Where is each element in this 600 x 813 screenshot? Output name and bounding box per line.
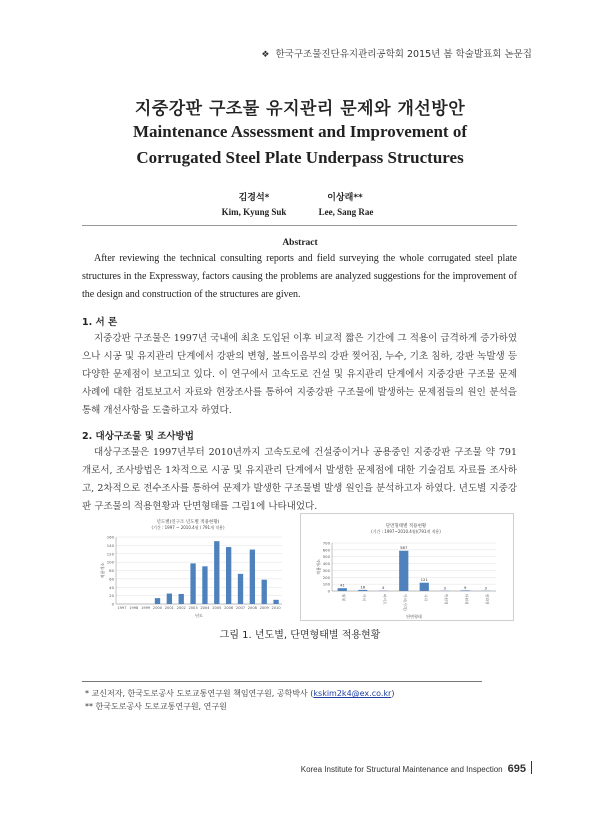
chart-2-ytick: 500 bbox=[322, 554, 330, 560]
chart-1-bar bbox=[190, 563, 195, 604]
chart-2-bar bbox=[399, 551, 408, 591]
title-english-line1: Maintenance Assessment and Improvement of bbox=[132, 122, 467, 141]
footnote-1 bbox=[85, 688, 394, 699]
footnote-1-close: ) bbox=[391, 689, 395, 698]
chart-2-xtick: 아치 bbox=[361, 594, 366, 601]
title-divider bbox=[82, 225, 517, 226]
chart-2-xtick: 변화형 bbox=[484, 594, 489, 605]
chart-1-ytick: 80 bbox=[109, 568, 114, 573]
section-1-heading: 1. 서 론 bbox=[82, 317, 118, 328]
chart-2-xtick: 사각 bbox=[423, 594, 428, 601]
footer-institute: Korea Institute for Structural Maintenance and Inspection bbox=[300, 765, 503, 774]
author-2-korean: 이상래** bbox=[327, 193, 363, 203]
chart-2-ytick: 100 bbox=[322, 581, 330, 587]
chart-2-data-label: 3 bbox=[484, 585, 487, 591]
chart-2-ytick: 300 bbox=[322, 567, 330, 573]
chart-1-xtick: 2004 bbox=[200, 606, 210, 610]
page-number: 695 bbox=[507, 763, 526, 775]
chart-1-ytick: 140 bbox=[106, 542, 114, 548]
author-2-english: Lee, Sang Rae bbox=[318, 207, 374, 217]
chart-2-ylabel: 적용개소 bbox=[316, 559, 321, 575]
chart-1-bar bbox=[202, 566, 207, 604]
author-1-korean: 김경석* bbox=[238, 193, 270, 203]
chart-2-ytick: 200 bbox=[322, 574, 330, 580]
chart-1-xtick: 1997 bbox=[117, 606, 127, 610]
chart-2-xtick: 원형 bbox=[341, 594, 346, 601]
figure-caption: 그림 1. 년도별, 단면형태별 적용현황 bbox=[219, 630, 381, 641]
chart-1-bar bbox=[214, 541, 219, 604]
chart-2-xtick: 타원형 bbox=[464, 594, 469, 605]
chart-2-svg bbox=[308, 521, 504, 621]
chart-2-xtick: 반원형 bbox=[443, 594, 448, 605]
journal-header-text: 한국구조물진단유지관리공학회 2015년 봄 학술발표회 논문집 bbox=[275, 49, 532, 60]
chart-2-xtick: 파이프 bbox=[382, 594, 387, 605]
chart-1-svg bbox=[90, 517, 286, 621]
title-english-line2: Corrugated Steel Plate Underpass Structures bbox=[136, 148, 464, 167]
chart-1-xtick: 2000 bbox=[152, 606, 163, 610]
chart-2-bar bbox=[338, 588, 347, 591]
section-2-text: 대상구조물은 1997년부터 2010년까지 고속도로에 건설중이거나 공용중인 지중강판 구조물 약 791개로서, 조사방법은 1차적으로 시공 및 유지관리 단계에서 발생한 문제점에 대한 기술검토 자료를 조사하고, 2차적으로 전수조사를 통하여 문제가 발생한 구조물별 발생 원인을 분석하고자 하였다. 년도별 지중강판 구조물의 적용현황과 단면형태를 그림1에 나타내었다. bbox=[82, 447, 517, 512]
chart-1-xtick: 2001 bbox=[164, 606, 174, 610]
chart-2-ytick: 600 bbox=[322, 547, 330, 553]
chart-2-data-label: 121 bbox=[420, 577, 428, 583]
chart-2-data-label: 587 bbox=[400, 545, 408, 551]
chart-1-xtick: 2010 bbox=[271, 606, 281, 610]
chart-2-subtitle: (기간 : 1997~2010.4월)(791개 적용) bbox=[371, 529, 441, 534]
chart-1-ytick: 160 bbox=[106, 534, 114, 540]
author-1-english: Kim, Kyung Suk bbox=[221, 207, 287, 217]
chart-1-bar bbox=[262, 580, 267, 604]
chart-1-ylabel: 적용개소 bbox=[100, 562, 105, 579]
chart-2-title: 단면형태별 적용현황 bbox=[385, 524, 427, 529]
chart-2-xtick: 아치(사각) bbox=[402, 594, 407, 611]
chart-1-bar bbox=[179, 594, 184, 604]
chart-1-ytick: 100 bbox=[106, 559, 114, 565]
chart-1-bar bbox=[273, 600, 278, 604]
chart-1-xtick: 2005 bbox=[212, 606, 222, 610]
chart-1-bar bbox=[155, 598, 160, 604]
footnote-1-text: * 교신저자, 한국도로공사 도로교통연구원 책임연구원, 공학박사 ( bbox=[85, 689, 314, 698]
chart-1-bar bbox=[226, 547, 231, 604]
chart-yearly-application bbox=[90, 517, 286, 621]
chart-2-data-label: 4 bbox=[382, 585, 385, 591]
chart-2-data-label: 3 bbox=[443, 585, 446, 591]
title-korean: 지중강판 구조물 유지관리 문제와 개선방안 bbox=[134, 99, 466, 119]
chart-1-bar bbox=[167, 594, 172, 604]
chart-1-ytick: 120 bbox=[106, 551, 114, 557]
chart-2-ytick: 0 bbox=[327, 588, 330, 594]
chart-2-bar bbox=[420, 583, 429, 591]
chart-1-bar bbox=[238, 574, 243, 604]
page-footer bbox=[301, 761, 532, 775]
chart-1-xtick: 2002 bbox=[176, 606, 186, 610]
chart-1-ytick: 40 bbox=[109, 584, 114, 590]
chart-1-bar bbox=[250, 550, 255, 604]
abstract-text: After reviewing the technical consulting reports and field surveying the whole corrugated steel plate structures in the Expressway, factors causing the problems are analyzed suggestions for the improvement of the design and construction of the structures are given. bbox=[82, 253, 517, 300]
journal-header bbox=[261, 46, 532, 60]
footer-bar bbox=[531, 761, 532, 774]
chart-2-data-label: 41 bbox=[339, 582, 345, 588]
chart-1-ytick: 20 bbox=[109, 593, 114, 599]
chart-2-xlabel: 단면형태 bbox=[406, 614, 422, 619]
chart-2-ytick: 400 bbox=[322, 561, 330, 567]
chart-1-title: 년도별(연구조 년도별 적용현황) bbox=[156, 520, 220, 525]
chart-1-ytick: 0 bbox=[111, 601, 114, 607]
chart-1-xtick: 2008 bbox=[247, 606, 257, 610]
diamond-icon: ❖ bbox=[261, 50, 270, 60]
chart-section-type-application bbox=[308, 521, 504, 621]
email-link[interactable]: kskim2k4@ex.co.kr bbox=[313, 689, 392, 698]
chart-1-xtick: 2007 bbox=[235, 606, 246, 610]
chart-1-xtick: 2009 bbox=[259, 606, 269, 610]
chart-2-bar bbox=[461, 590, 470, 591]
chart-1-ytick: 60 bbox=[109, 576, 114, 582]
chart-1-xtick: 2006 bbox=[224, 606, 234, 610]
section-2-heading: 2. 대상구조물 및 조사방법 bbox=[82, 431, 194, 442]
chart-1-xlabel: 년도 bbox=[195, 613, 203, 618]
chart-2-data-label: 16 bbox=[360, 584, 366, 590]
footnote-divider bbox=[82, 681, 482, 682]
footnote-2: ** 한국도로공사 도로교통연구원, 연구원 bbox=[85, 702, 227, 711]
chart-2-data-label: 9 bbox=[464, 584, 467, 590]
chart-1-xtick: 2003 bbox=[188, 606, 198, 610]
section-1-text: 지중강판 구조물은 1997년 국내에 최초 도입된 이후 비교적 짧은 기간에 그 적용이 급격하게 증가하였으나 시공 및 유지관리 단계에서 강판의 변형, 볼트이음부의 강판 찢어짐, 누수, 기초 침하, 강판 녹발생 등 다양한 문제점이 보고되고 있다. 이 연구에서 고속도로 건설 및 유지관리 단계에서 지중강판 구조물 문제 사례에 대한 검토보고서 자료와 현장조사를 통하여 지중강판 구조물에 발생하는 문제점들의 원인 분석을 통해 개선사항을 도출하고자 하였다. bbox=[82, 333, 517, 416]
chart-1-subtitle: (기간 : 1997 ~ 2010.4월 / 791개 적용) bbox=[151, 525, 225, 530]
chart-1-xtick: 1998 bbox=[129, 606, 139, 610]
chart-2-bar bbox=[358, 590, 367, 591]
chart-2-ytick: 700 bbox=[322, 540, 330, 546]
abstract-heading: Abstract bbox=[282, 238, 318, 248]
chart-1-xtick: 1999 bbox=[141, 606, 151, 610]
